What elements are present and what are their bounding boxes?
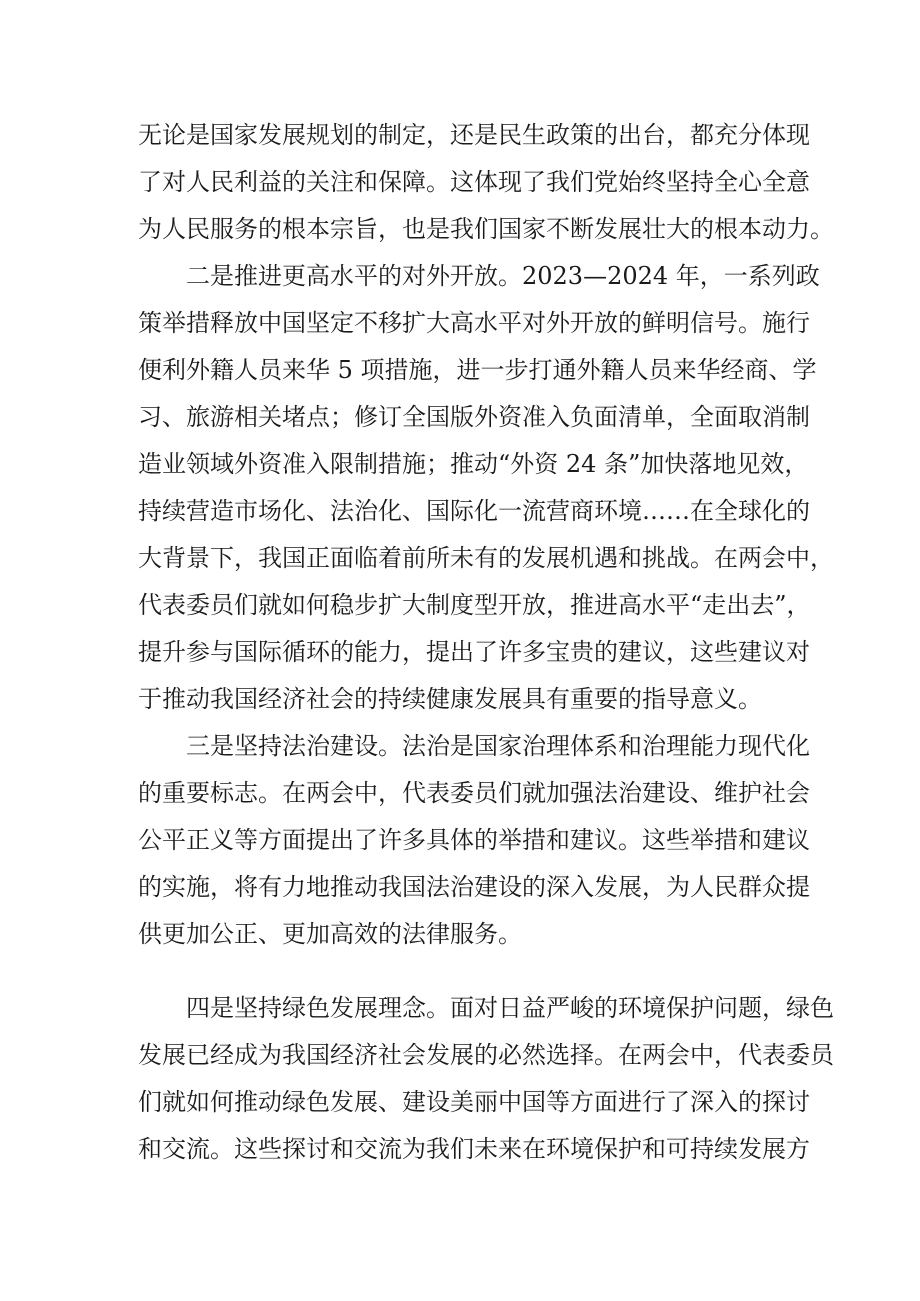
text-line: 为人民服务的根本宗旨，也是我们国家不断发展壮大的根本动力。	[138, 215, 834, 243]
paragraph-three-heading-line: 三是坚持法治建设。法治是国家治理体系和治理能力现代化	[186, 732, 810, 760]
text-line: 提升参与国际循环的能力，提出了许多宝贵的建议，这些建议对	[138, 638, 810, 666]
text-line: 供更加公正、更加高效的法律服务。	[138, 920, 522, 948]
text-line: 策举措释放中国坚定不移扩大高水平对外开放的鲜明信号。施行	[138, 309, 810, 337]
text-line: 持续营造市场化、法治化、国际化一流营商环境……在全球化的	[138, 497, 810, 525]
text-line: 习、旅游相关堵点；修订全国版外资准入负面清单，全面取消制	[138, 403, 810, 431]
text-line: 公平正义等方面提出了许多具体的举措和建议。这些举措和建议	[138, 826, 810, 854]
text-line: 大背景下，我国正面临着前所未有的发展机遇和挑战。在两会中，	[138, 544, 834, 572]
text-line: 的实施，将有力地推动我国法治建设的深入发展，为人民群众提	[138, 873, 810, 901]
text-line: 无论是国家发展规划的制定，还是民生政策的出台，都充分体现	[138, 121, 810, 149]
text-line: 造业领域外资准入限制措施；推动“外资 24 条”加快落地见效，	[138, 450, 809, 478]
text-line: 代表委员们就如何稳步扩大制度型开放，推进高水平“走出去”，	[138, 591, 811, 619]
paragraph-four-heading-line: 四是坚持绿色发展理念。面对日益严峻的环境保护问题，绿色	[186, 994, 834, 1022]
text-line: 们就如何推动绿色发展、建设美丽中国等方面进行了深入的探讨	[138, 1088, 810, 1116]
text-line: 的重要标志。在两会中，代表委员们就加强法治建设、维护社会	[138, 779, 810, 807]
text-line: 了对人民利益的关注和保障。这体现了我们党始终坚持全心全意	[138, 168, 810, 196]
paragraph-two-heading-line: 二是推进更高水平的对外开放。2023—2024 年，一系列政	[186, 262, 820, 290]
text-line: 于推动我国经济社会的持续健康发展具有重要的指导意义。	[138, 685, 762, 713]
text-line: 便利外籍人员来华 5 项措施，进一步打通外籍人员来华经商、学	[138, 356, 817, 384]
text-line: 和交流。这些探讨和交流为我们未来在环境保护和可持续发展方	[138, 1135, 810, 1163]
text-line: 发展已经成为我国经济社会发展的必然选择。在两会中，代表委员	[138, 1041, 834, 1069]
